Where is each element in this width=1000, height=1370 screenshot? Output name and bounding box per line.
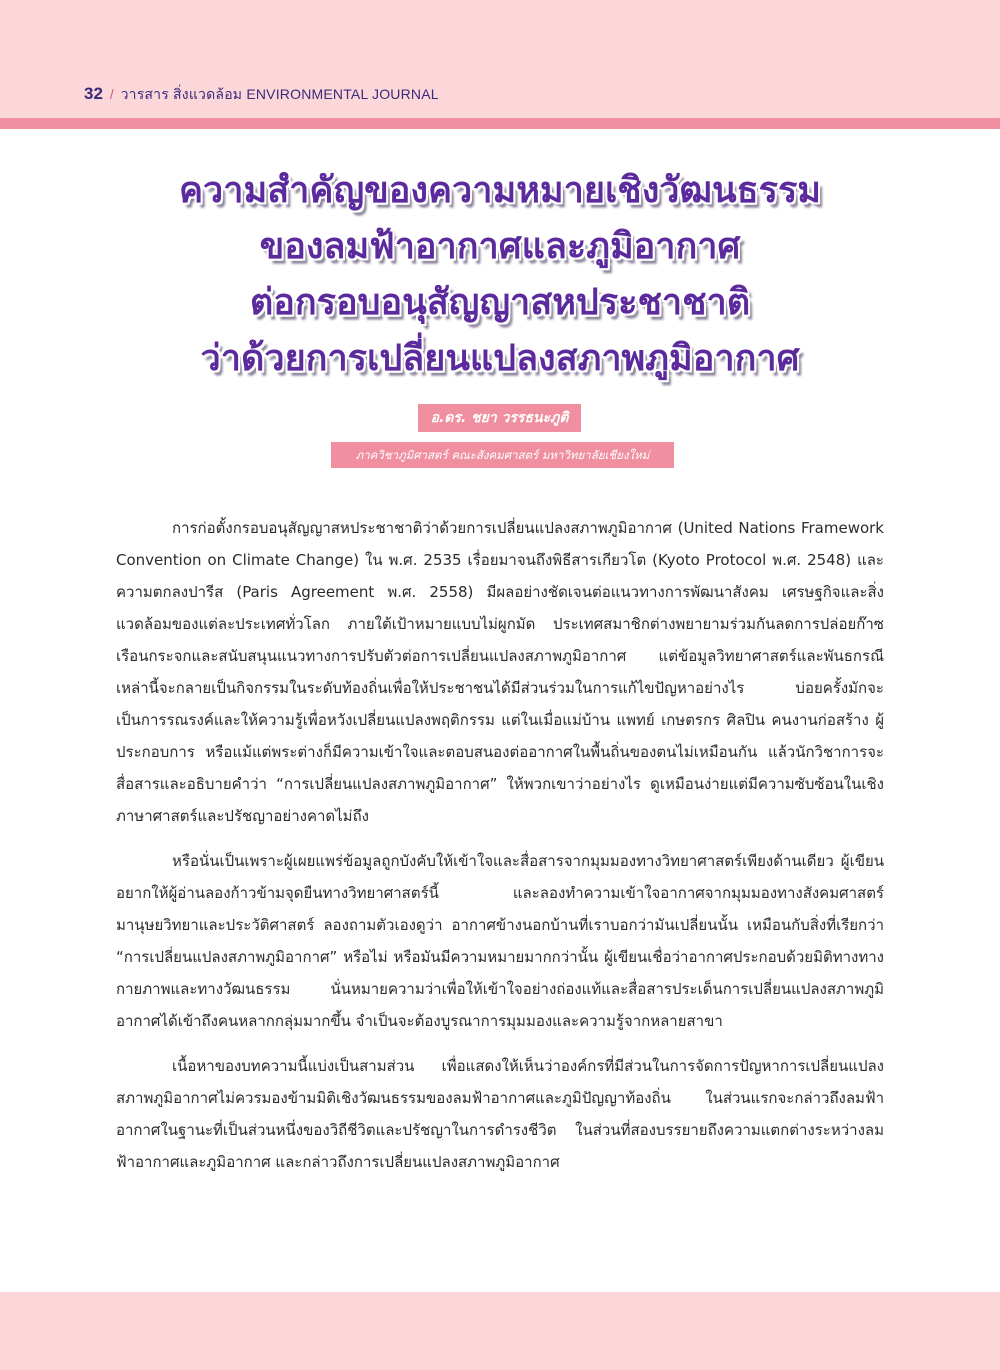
author-affiliation: ภาควิชาภูมิศาสตร์ คณะสังคมศาสตร์ มหาวิทยาลัยเชียงใหม่	[331, 442, 674, 468]
page-number: 32	[84, 84, 103, 103]
title-line: ต่อกรอบอนุสัญญาสหประชาชาติ	[249, 282, 751, 323]
journal-name: วารสาร สิ่งแวดล้อม ENVIRONMENTAL JOURNAL	[120, 86, 439, 102]
body-paragraph: หรือนั่นเป็นเพราะผู้เผยแพร่ข้อมูลถูกบังคับให้เข้าใจและสื่อสารจากมุมมองทางวิทยาศาสตร์เพียงด้านเดียว ผู้เขียนอยากให้ผู้อ่านลองก้าวข้ามจุดยืนทางวิทยาศาสตร์นี้ และลองทำความเข้าใจอากาศจากมุมมองทางสังคมศาสตร์ มานุษยวิทยาและประวัติศาสตร์ ลองถามตัวเองดูว่า อากาศข้างนอกบ้านที่เราบอกว่ามันเปลี่ยนนั้น เหมือนกับสิ่งที่เรียกว่า “การเปลี่ยนแปลงสภาพภูมิอากาศ” หรือไม่ หรือมันมีความหมายมากกว่านั้น ผู้เขียนเชื่อว่าอากาศประกอบด้วยมิติทางทางกายภาพและทางวัฒนธรรม นั่นหมายความว่าเพื่อให้เข้าใจอย่างถ่องแท้และสื่อสารประเด็นการเปลี่ยนแปลงสภาพภูมิอากาศได้เข้าถึงคนหลากกลุ่มมากขึ้น จำเป็นจะต้องบูรณาการมุมมองและความรู้จากหลายสาขา	[116, 852, 884, 1030]
article-title	[60, 163, 940, 387]
body-paragraph: เนื้อหาของบทความนี้แบ่งเป็นสามส่วน เพื่อแสดงให้เห็นว่าองค์กรที่มีส่วนในการจัดการปัญหาการเปลี่ยนแปลงสภาพภูมิอากาศไม่ควรมองข้ามมิติเชิงวัฒนธรรมของลมฟ้าอากาศและภูมิปัญญาท้องถิ่น ในส่วนแรกจะกล่าวถึงลมฟ้าอากาศในฐานะที่เป็นส่วนหนึ่งของวิถีชีวิตและปรัชญาในการดำรงชีวิต ในส่วนที่สองบรรยายถึงความแตกต่างระหว่างลมฟ้าอากาศและภูมิอากาศ และกล่าวถึงการเปลี่ยนแปลงสภาพภูมิอากาศ	[116, 1057, 884, 1171]
header-separator: /	[109, 86, 114, 102]
footer-band	[0, 1292, 1000, 1370]
title-line: ว่าด้วยการเปลี่ยนแปลงสภาพภูมิอากาศ	[200, 338, 800, 379]
running-header	[84, 84, 439, 106]
body-paragraph: การก่อตั้งกรอบอนุสัญญาสหประชาชาติว่าด้วยการเปลี่ยนแปลงสภาพภูมิอากาศ (United Nations Framework Convention on Climate Change) ใน พ.ศ. 2535 เรื่อยมาจนถึงพิธีสารเกียวโต (Kyoto Protocol พ.ศ. 2548) และความตกลงปารีส (Paris Agreement พ.ศ. 2558) มีผลอย่างชัดเจนต่อแนวทางการพัฒนาสังคม เศรษฐกิจและสิ่งแวดล้อมของแต่ละประเทศทั่วโลก ภายใต้เป้าหมายแบบไม่ผูกมัด ประเทศสมาชิกต่างพยายามร่วมกันลดการปล่อยก๊าซเรือนกระจกและสนับสนุนแนวทางการปรับตัวต่อการเปลี่ยนแปลงสภาพภูมิอากาศ แต่ข้อมูลวิทยาศาสตร์และพันธกรณีเหล่านี้จะกลายเป็นกิจกรรมในระดับท้องถิ่นเพื่อให้ประชาชนได้มีส่วนร่วมในการแก้ไขปัญหาอย่างไร บ่อยครั้งมักจะเป็นการรณรงค์และให้ความรู้เพื่อหวังเปลี่ยนแปลงพฤติกรรม แต่ในเมื่อแม่บ้าน แพทย์ เกษตรกร ศิลปิน คนงานก่อสร้าง ผู้ประกอบการ หรือแม้แต่พระต่างก็มีความเข้าใจและตอบสนองต่ออากาศในพื้นถิ่นของตนไม่เหมือนกัน แล้วนักวิชาการจะสื่อสารและอธิบายคำว่า “การเปลี่ยนแปลงสภาพภูมิอากาศ” ให้พวกเขาว่าอย่างไร ดูเหมือนง่ายแต่มีความซับซ้อนในเชิงภาษาศาสตร์และปรัชญาอย่างคาดไม่ถึง	[116, 519, 884, 825]
article-body	[116, 512, 884, 1191]
author-name: อ.ดร. ชยา วรรธนะภูติ	[418, 404, 581, 432]
title-line: ความสำคัญของความหมายเชิงวัฒนธรรม	[178, 170, 822, 211]
header-stripe	[0, 118, 1000, 129]
title-line: ของลมฟ้าอากาศและภูมิอากาศ	[259, 226, 741, 267]
